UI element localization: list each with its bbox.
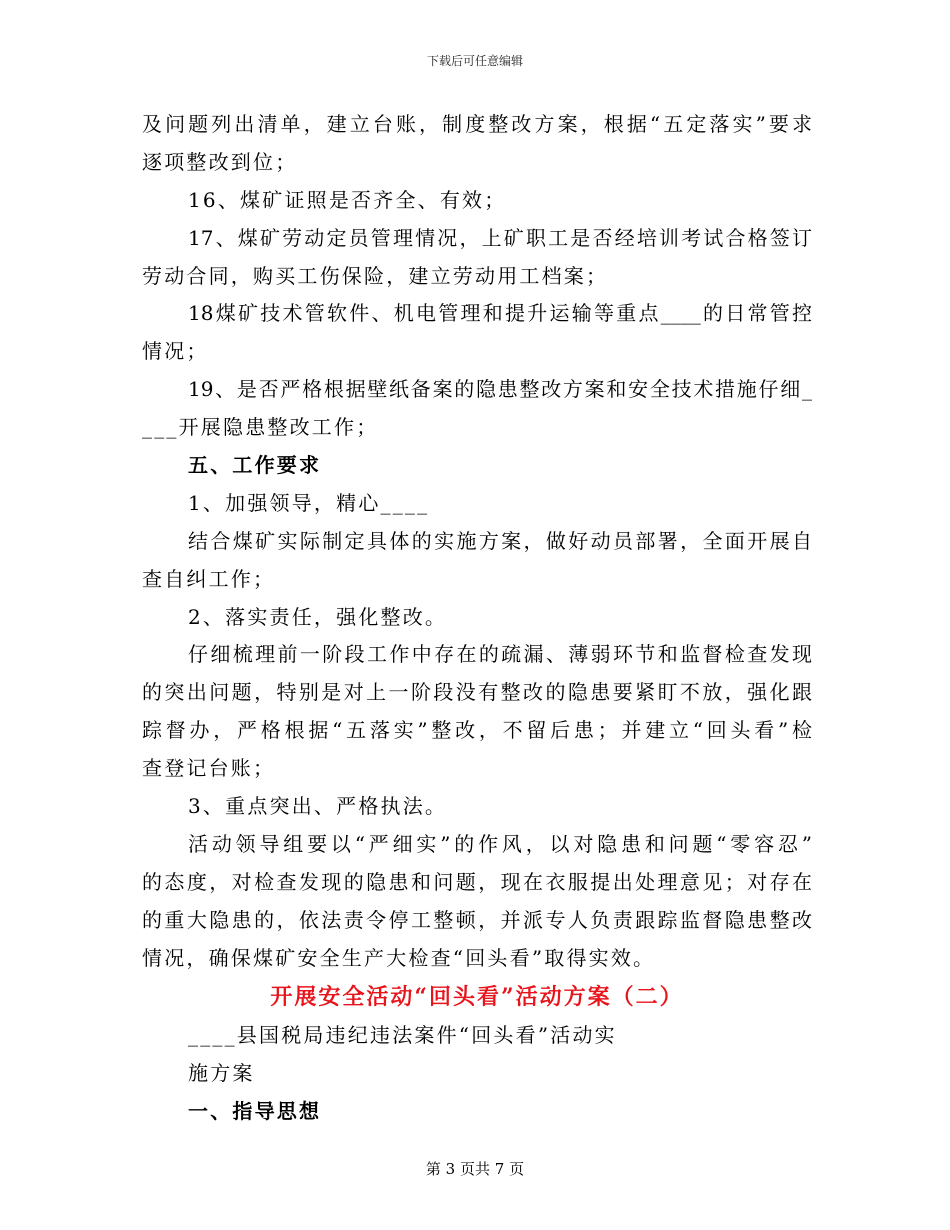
section-heading-work-requirements: 五、工作要求: [188, 453, 322, 478]
text-line: 仔细梳理前一阶段工作中存在的疏漏、薄弱环节和监督检查发现: [188, 642, 812, 667]
list-item-18: 18煤矿技术管软件、机电管理和提升运输等重点____的日常管控: [188, 301, 812, 326]
requirement-2-heading: 2、落实责任，强化整改。: [188, 604, 448, 629]
text-line: 的态度，对检查发现的隐患和问题，现在衣服提出处理意见；对存在: [142, 869, 812, 894]
text-line: 的突出问题，特别是对上一阶段没有整改的隐患要紧盯不放，强化跟: [142, 680, 812, 705]
requirement-3-heading: 3、重点突出、严格执法。: [188, 794, 448, 819]
requirement-1-heading: 1、加强领导，精心____: [188, 490, 430, 515]
text-line: 情况；: [142, 339, 209, 364]
text-line: 的重大隐患的，依法责令停工整顿，并派专人负责跟踪监督隐患整改: [142, 907, 812, 932]
text-line: 踪督办，严格根据“五落实”整改，不留后患；并建立“回头看”检: [142, 718, 812, 743]
text-line: 及问题列出清单，建立台账，制度整改方案，根据“五定落实”要求: [142, 112, 812, 136]
text-line: 活动领导组要以“严细实”的作风，以对隐患和问题“零容忍”: [188, 831, 812, 856]
text-line: 结合煤矿实际制定具体的实施方案，做好动员部署，全面开展自: [188, 528, 812, 553]
text-line: 劳动合同，购买工伤保险，建立劳动用工档案；: [142, 263, 609, 288]
document-title-part-2: 开展安全活动“回头看”活动方案（二）: [270, 984, 684, 1011]
text-line: 查自纠工作；: [142, 566, 276, 591]
document-body: [142, 106, 812, 1131]
text-line: 情况，确保煤矿安全生产大检查“回头看”取得实效。: [142, 945, 656, 970]
text-line: 逐项整改到位；: [142, 149, 298, 174]
page-header: 下载后可任意编辑: [426, 54, 523, 68]
text-line: 施方案: [188, 1061, 255, 1086]
page-footer: 第 3 页共 7 页: [425, 1160, 525, 1178]
text-line: ____县国税局违纪违法案件“回头看”活动实: [188, 1023, 617, 1048]
list-item-16: 16、煤矿证照是否齐全、有效；: [188, 187, 507, 212]
list-item-19: 19、是否严格根据壁纸备案的隐患整改方案和安全技术措施仔细_: [188, 377, 812, 402]
list-item-17: 17、煤矿劳动定员管理情况，上矿职工是否经培训考试合格签订: [188, 225, 812, 250]
section-heading-guiding-ideology: 一、指导思想: [188, 1099, 322, 1124]
text-line: 查登记台账；: [142, 756, 276, 781]
text-line: ___开展隐患整改工作；: [142, 415, 379, 440]
